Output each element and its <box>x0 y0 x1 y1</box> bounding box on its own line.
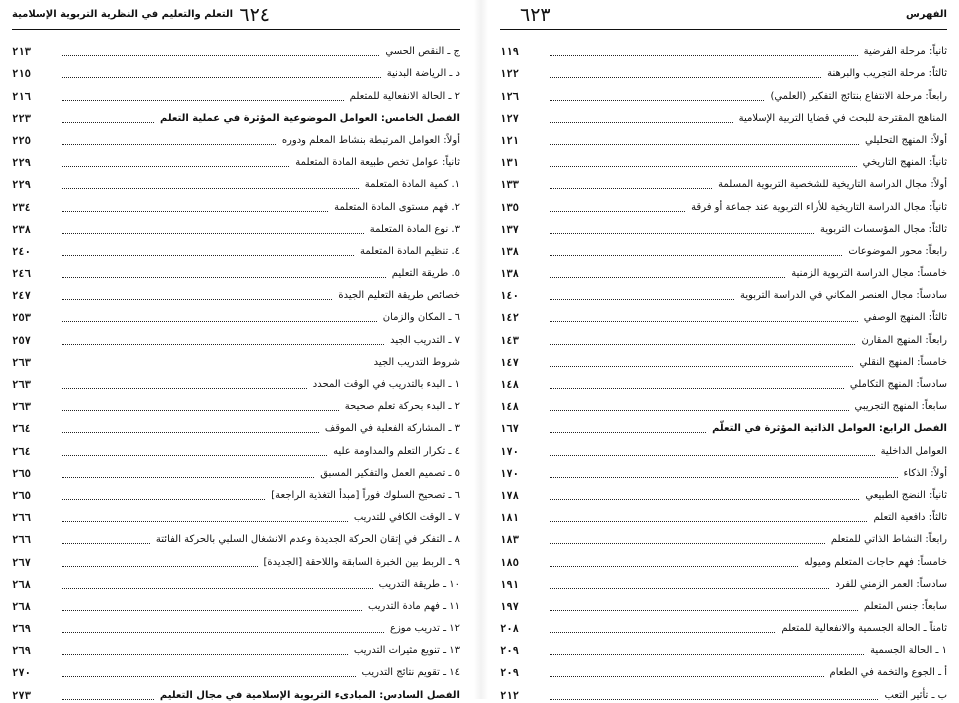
toc-entry-title: خامساً: المنهج النقلي <box>859 356 947 368</box>
toc-entry-page: ٢١٥ <box>12 68 31 81</box>
toc-entry-title: ثانياً: النضج الطبيعي <box>865 489 947 501</box>
toc-entry[interactable] <box>500 215 947 237</box>
toc-entry-title: ٢ ـ الحالة الانفعالية للمتعلم <box>349 90 460 102</box>
dot-leader <box>62 298 332 300</box>
toc-entry-page: ٢٧٠ <box>12 667 31 680</box>
toc-entry-page: ٢٦٩ <box>12 623 31 636</box>
toc-entry[interactable] <box>500 37 947 59</box>
dot-leader <box>62 54 379 56</box>
dot-leader <box>62 210 328 212</box>
dot-leader <box>550 121 733 123</box>
dot-leader <box>62 431 319 433</box>
toc-entry-page: ١٤٨ <box>500 401 519 414</box>
toc-entry-title: ١٢ ـ تدريب موزع <box>390 623 460 635</box>
dot-leader <box>62 631 384 633</box>
toc-entry-title: ١٠ ـ طريقة التدريب <box>378 578 460 590</box>
toc-entry[interactable] <box>12 614 460 636</box>
toc-entry[interactable] <box>12 392 460 414</box>
dot-leader <box>550 99 764 101</box>
toc-entry-page: ٢١٦ <box>12 90 31 103</box>
toc-entry-page: ٢٢٩ <box>12 179 31 192</box>
toc-entry-page: ١٨٣ <box>500 534 519 547</box>
dot-leader <box>550 365 853 367</box>
toc-entry-page: ١٣٨ <box>500 268 519 281</box>
toc-entry[interactable] <box>500 459 947 481</box>
toc-entry-page: ١٢٧ <box>500 112 519 125</box>
toc-entry-chapter[interactable] <box>500 414 947 436</box>
toc-entry-page: ٢٧٣ <box>12 689 31 702</box>
toc-entry[interactable] <box>500 503 947 525</box>
toc-entry-page: ١٣٨ <box>500 245 519 258</box>
dot-leader <box>550 232 814 234</box>
toc-entry[interactable] <box>500 81 947 103</box>
toc-entry-title: سابعاً: جنس المتعلم <box>863 600 947 612</box>
toc-entry-title: ٨ ـ التفكر في إتقان الحركة الجديدة وعدم الانشغال السلبي بالحركة الفائتة <box>155 534 460 546</box>
page-number: ٦٢٣ <box>520 4 551 26</box>
toc-entry-page: ٢٦٨ <box>12 578 31 591</box>
toc-entry-title: الفصل الخامس: العوامل الموضوعية المؤثرة في عملية التعلم <box>159 112 460 124</box>
dot-leader <box>550 631 775 633</box>
dot-leader <box>62 143 276 145</box>
toc-entry-page: ٢٢٣ <box>12 112 31 125</box>
dot-leader <box>62 343 384 345</box>
toc-entry-title: ٥ ـ تصميم العمل والتفكير المسبق <box>320 467 460 479</box>
toc-entry[interactable] <box>500 281 947 303</box>
dot-leader <box>550 431 706 433</box>
toc-entry-title: ٤ ـ تكرار التعلم والمداومة عليه <box>333 445 460 457</box>
toc-entry-page: ٢٠٨ <box>500 623 519 636</box>
dot-leader <box>550 587 829 589</box>
page-number: ٦٢٤ <box>239 4 270 26</box>
toc-entry[interactable] <box>500 370 947 392</box>
dot-leader <box>550 542 825 544</box>
dot-leader <box>62 498 265 500</box>
toc-entry-page: ١٩١ <box>500 578 519 591</box>
toc-entry[interactable] <box>12 59 460 81</box>
toc-entry[interactable] <box>12 281 460 303</box>
dot-leader <box>550 409 849 411</box>
toc-entry-page: ٢٢٥ <box>12 134 31 147</box>
dot-leader <box>550 76 821 78</box>
toc-entry-page: ١٨٥ <box>500 556 519 569</box>
toc-entry[interactable] <box>500 481 947 503</box>
toc-entry-page: ٢٦٤ <box>12 445 31 458</box>
dot-leader <box>550 675 824 677</box>
dot-leader <box>550 565 798 567</box>
toc-entry-title: ب ـ تأثير التعب <box>884 689 947 701</box>
dot-leader <box>62 366 368 367</box>
dot-leader <box>62 609 362 611</box>
toc-list <box>12 37 460 703</box>
toc-entry[interactable] <box>500 148 947 170</box>
toc-entry-page: ١٧٨ <box>500 489 519 502</box>
dot-leader <box>62 165 289 167</box>
toc-entry[interactable] <box>500 547 947 569</box>
toc-entry-title: خصائص طريقة التعليم الجيدة <box>338 290 460 302</box>
toc-entry-title: الفصل السادس: المبادىء التربوية الإسلامية في مجال التعليم <box>159 689 460 701</box>
toc-entry-chapter[interactable] <box>12 104 460 126</box>
toc-entry-title: سابعاً: المنهج التجريبي <box>854 401 947 413</box>
toc-entry-title: المناهج المقترحة للبحث في قضايا التربية الإسلامية <box>738 112 947 124</box>
book-gutter <box>474 0 488 699</box>
toc-entry[interactable] <box>500 237 947 259</box>
dot-leader <box>62 320 377 322</box>
toc-entry-title: أولاً: العوامل المرتبطة بنشاط المعلم ودوره <box>281 134 460 146</box>
toc-entry[interactable] <box>500 436 947 458</box>
toc-entry-title: ٣. نوع المادة المتعلمة <box>369 223 460 235</box>
toc-entry[interactable] <box>500 636 947 658</box>
toc-entry-page: ١٢٢ <box>500 68 519 81</box>
header-rule <box>500 29 947 30</box>
running-title: الفهرس <box>905 9 947 20</box>
toc-entry[interactable] <box>12 325 460 347</box>
toc-entry-page: ١٤٢ <box>500 312 519 325</box>
toc-entry[interactable] <box>12 259 460 281</box>
toc-entry[interactable] <box>12 192 460 214</box>
toc-entry[interactable] <box>500 658 947 680</box>
toc-entry-page: ٢٤٦ <box>12 268 31 281</box>
toc-entry-page: ١٤٣ <box>500 334 519 347</box>
toc-entry-page: ١٩٧ <box>500 600 519 613</box>
toc-entry-title: سادساً: المنهج التكاملي <box>849 379 947 390</box>
dot-leader <box>550 343 855 345</box>
dot-leader <box>550 254 842 256</box>
toc-entry-page: ١٤٨ <box>500 379 519 391</box>
dot-leader <box>62 542 150 544</box>
toc-entry-page: ٢٠٩ <box>500 645 519 658</box>
dot-leader <box>62 187 359 189</box>
toc-entry[interactable] <box>12 459 460 481</box>
toc-entry-page: ٢٦٣ <box>12 356 31 369</box>
toc-entry-page: ١٣٥ <box>500 201 519 214</box>
dot-leader <box>550 187 712 189</box>
toc-entry[interactable] <box>12 436 460 458</box>
toc-entry-title: ٦ ـ تصحيح السلوك فوراً [مبدأ التغذية الراجعة] <box>271 489 460 501</box>
dot-leader <box>62 121 154 123</box>
dot-leader <box>62 276 386 278</box>
dot-leader <box>550 498 859 500</box>
toc-entry-page: ١٢٦ <box>500 90 519 103</box>
toc-entry-title: ١ ـ البدء بالتدريب في الوقت المحدد <box>312 379 460 390</box>
toc-entry-title: ٢ ـ البدء بحركة تعلم صحيحة <box>344 401 460 413</box>
toc-entry[interactable] <box>12 636 460 658</box>
toc-entry-title: خامساً: فهم حاجات المتعلم وميوله <box>804 556 947 568</box>
toc-entry-title: سادساً: مجال العنصر المكاني في الدراسة التربوية <box>739 290 947 302</box>
toc-entry[interactable] <box>12 592 460 614</box>
right-page <box>500 0 947 702</box>
dot-leader <box>550 454 875 456</box>
toc-entry-title: سادساً: العمر الزمني للفرد <box>835 578 947 590</box>
toc-entry-page: ١٦٧ <box>500 423 519 436</box>
toc-entry[interactable] <box>12 414 460 436</box>
toc-entry[interactable] <box>500 104 947 126</box>
toc-entry-title: ثالثاً: مرحلة التجريب والبرهنة <box>827 68 947 80</box>
toc-entry-page: ١٧٠ <box>500 445 519 458</box>
dot-leader <box>550 210 685 212</box>
dot-leader <box>62 476 314 478</box>
toc-entry-title: ١١ ـ فهم مادة التدريب <box>367 600 460 612</box>
dot-leader <box>550 653 864 655</box>
dot-leader <box>62 409 339 411</box>
toc-entry[interactable] <box>12 303 460 325</box>
toc-entry[interactable] <box>12 170 460 192</box>
toc-entry-title: رابعاً: مرحلة الانتفاع بنتائج التفكير (العلمي) <box>770 90 947 102</box>
header-rule <box>12 29 460 30</box>
toc-entry[interactable] <box>12 215 460 237</box>
dot-leader <box>550 276 785 278</box>
toc-entry-page: ١٧٠ <box>500 467 519 480</box>
toc-entry-title: ٦ ـ المكان والزمان <box>382 312 460 324</box>
toc-entry[interactable] <box>12 237 460 259</box>
toc-entry-page: ١٣٧ <box>500 223 519 236</box>
toc-entry-title: ٧ ـ التدريب الجيد <box>390 334 460 346</box>
toc-entry[interactable] <box>500 192 947 214</box>
running-title: التعلم والتعليم في النظرية التربوية الإسلامية <box>12 9 234 20</box>
right-page-header <box>500 6 947 28</box>
toc-entry[interactable] <box>12 570 460 592</box>
toc-entry-title: ١٤ ـ تقويم نتائج التدريب <box>361 667 460 679</box>
toc-entry[interactable] <box>12 503 460 525</box>
toc-entry-title: ثانياً: عوامل تخص طبيعة المادة المتعلمة <box>295 157 460 169</box>
toc-entry-title: ٥. طريقة التعليم <box>391 268 460 280</box>
toc-entry-chapter[interactable] <box>12 680 460 702</box>
toc-entry-page: ٢٠٩ <box>500 667 519 680</box>
toc-entry-title: ١. كمية المادة المتعلمة <box>364 179 460 191</box>
toc-entry[interactable] <box>12 658 460 680</box>
dot-leader <box>550 320 858 322</box>
toc-entry-title: ثانياً: مجال الدراسة التاريخية للأراء التربوية عند جماعة أو فرقة <box>691 201 947 213</box>
dot-leader <box>62 232 364 234</box>
toc-entry[interactable] <box>12 81 460 103</box>
toc-entry[interactable] <box>500 525 947 547</box>
toc-entry-page: ٢٥٣ <box>12 312 31 325</box>
toc-entry[interactable] <box>500 126 947 148</box>
toc-entry[interactable] <box>12 126 460 148</box>
toc-entry-title: رابعاً: محور الموضوعات <box>848 245 947 257</box>
toc-entry-page: ٢٦٣ <box>12 401 31 414</box>
toc-entry[interactable] <box>500 303 947 325</box>
dot-leader <box>550 520 867 522</box>
toc-entry-title: أولاً: المنهج التحليلي <box>865 134 947 146</box>
toc-entry-page: ١٤٧ <box>500 356 519 369</box>
toc-entry[interactable] <box>12 547 460 569</box>
toc-entry-title: الفصل الرابع: العوامل الذاتية المؤثرة في التعلّم <box>712 423 947 435</box>
toc-entry-title: رابعاً: النشاط الذاتي للمتعلم <box>830 534 947 546</box>
toc-entry-title: ثالثاً: مجال المؤسسات التربوية <box>820 223 947 235</box>
toc-entry[interactable] <box>500 59 947 81</box>
toc-entry[interactable] <box>500 259 947 281</box>
dot-leader <box>550 298 734 300</box>
toc-entry-title: ٧ ـ الوقت الكافي للتدريب <box>353 512 460 524</box>
toc-entry-page: ٢٤٠ <box>12 245 31 258</box>
toc-entry-page: ١٣١ <box>500 157 519 170</box>
dot-leader <box>62 254 354 256</box>
toc-entry-title: العوامل الداخلية <box>880 445 947 457</box>
toc-entry-title: أولاً: مجال الدراسة التاريخية للشخصية التربوية المسلمة <box>718 179 947 191</box>
toc-entry-title: ثالثاً: المنهج الوصفي <box>863 312 947 324</box>
toc-entry-page: ١١٩ <box>500 46 519 59</box>
toc-entry[interactable] <box>500 614 947 636</box>
toc-entry-title: ثالثاً: دافعية التعلم <box>873 512 947 524</box>
dot-leader <box>550 54 858 56</box>
toc-entry-title: ١ ـ الحالة الجسمية <box>870 645 947 657</box>
dot-leader <box>62 675 356 677</box>
left-page <box>12 0 460 702</box>
toc-entry-title: ٩ ـ الربط بين الخبرة السابقة واللاحقة [الجديدة] <box>263 556 460 568</box>
toc-entry-title: أولاً: الذكاء <box>903 467 947 479</box>
toc-entry[interactable] <box>500 348 947 370</box>
toc-entry-title: أ ـ الجوع والتخمة في الطعام <box>829 667 947 679</box>
toc-entry-page: ٢٦٨ <box>12 600 31 613</box>
toc-entry-page: ١٢١ <box>500 134 519 147</box>
toc-entry[interactable] <box>12 348 460 370</box>
toc-entry-page: ٢٦٧ <box>12 556 31 569</box>
toc-entry[interactable] <box>12 148 460 170</box>
toc-entry-page: ٢٦٥ <box>12 467 31 480</box>
toc-entry-title: د ـ الرياضة البدنية <box>386 68 460 80</box>
toc-entry[interactable] <box>500 680 947 702</box>
toc-entry[interactable] <box>500 392 947 414</box>
toc-entry-title: ثامناً ـ الحالة الجسمية والانفعالية للمتعلم <box>781 623 947 635</box>
dot-leader <box>62 520 348 522</box>
dot-leader <box>550 165 857 167</box>
dot-leader <box>62 653 348 655</box>
toc-entry-page: ٢١٣ <box>12 46 31 59</box>
toc-entry-title: خامساً: مجال الدراسة التربوية الزمنية <box>791 268 947 280</box>
toc-entry-page: ٢٦٣ <box>12 379 31 391</box>
toc-entry[interactable] <box>12 481 460 503</box>
dot-leader <box>62 99 344 101</box>
dot-leader <box>550 387 844 389</box>
toc-entry[interactable] <box>12 525 460 547</box>
toc-entry-page: ٢٦٦ <box>12 512 31 525</box>
toc-entry-title: ثانياً: مرحلة الفرضية <box>863 46 947 58</box>
dot-leader <box>550 476 898 478</box>
toc-entry-page: ٢٣٨ <box>12 223 31 236</box>
toc-entry-page: ٢٦٥ <box>12 489 31 502</box>
toc-entry-page: ١٨١ <box>500 512 519 525</box>
toc-entry-page: ٢٥٧ <box>12 334 31 347</box>
toc-entry-page: ٢٣٤ <box>12 201 31 214</box>
dot-leader <box>62 387 307 389</box>
toc-entry-page: ٢٦٤ <box>12 423 31 436</box>
dot-leader <box>62 587 373 589</box>
toc-entry[interactable] <box>12 37 460 59</box>
toc-entry-page: ٢٢٩ <box>12 157 31 170</box>
toc-entry-title: ١٣ ـ تنويع مثيرات التدريب <box>353 645 460 657</box>
toc-entry[interactable] <box>12 370 460 392</box>
dot-leader <box>550 609 858 611</box>
toc-entry-page: ٢٦٦ <box>12 534 31 547</box>
toc-entry-title: ثانياً: المنهج التاريخي <box>862 157 947 169</box>
toc-entry-page: ٢١٢ <box>500 689 519 702</box>
toc-entry-title: شروط التدريب الجيد <box>373 356 460 368</box>
toc-entry[interactable] <box>500 325 947 347</box>
dot-leader <box>62 76 381 78</box>
toc-entry-page: ١٣٣ <box>500 179 519 192</box>
toc-entry-title: ٤. تنظيم المادة المتعلمة <box>359 245 460 257</box>
toc-entry[interactable] <box>500 592 947 614</box>
toc-entry-page: ٢٦٩ <box>12 645 31 658</box>
toc-list <box>500 37 947 703</box>
toc-entry-title: ٢. فهم مستوى المادة المتعلمة <box>334 201 460 213</box>
toc-entry-title: رابعاً: المنهج المقارن <box>861 334 947 346</box>
toc-entry-page: ١٤٠ <box>500 290 519 303</box>
toc-entry-page: ٢٤٧ <box>12 290 31 303</box>
dot-leader <box>550 143 859 145</box>
left-page-header <box>12 6 460 28</box>
dot-leader <box>62 565 258 567</box>
toc-entry[interactable] <box>500 170 947 192</box>
dot-leader <box>62 454 327 456</box>
toc-entry-title: ج ـ النقص الحسي <box>385 46 460 58</box>
toc-entry[interactable] <box>500 570 947 592</box>
toc-entry-title: ٣ ـ المشاركة الفعلية في الموقف <box>324 423 460 435</box>
